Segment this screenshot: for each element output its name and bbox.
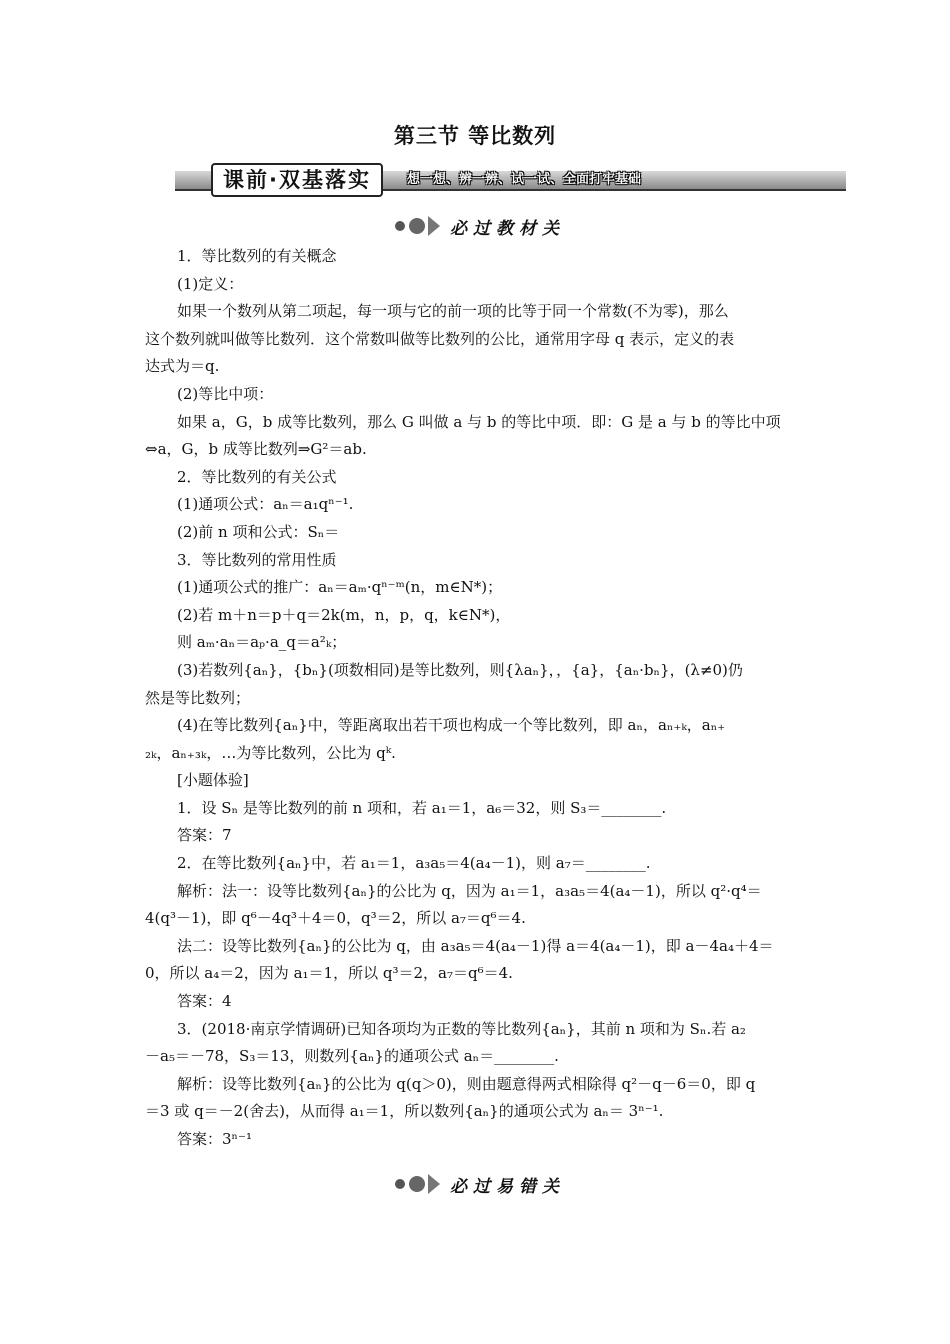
text-line: 2．在等比数列{aₙ}中，若 a₁＝1，a₃a₅＝4(a₄－1)，则 a₇＝________. xyxy=(177,854,651,873)
text-line: (4)在等比数列{aₙ}中，等距离取出若干项也构成一个等比数列，即 aₙ，aₙ₊ₖ，aₙ₊ xyxy=(177,716,726,735)
dot-icon xyxy=(409,1176,425,1192)
text-line: (1)定义： xyxy=(177,274,244,293)
text-line: 1．等比数列的有关概念 xyxy=(177,247,337,265)
text-line: 1．设 Sₙ 是等比数列的前 n 项和，若 a₁＝1，a₆＝32，则 S₃＝________. xyxy=(177,798,667,817)
section-banner xyxy=(175,165,846,193)
text-line: 0，所以 a₄＝2，因为 a₁＝1，所以 q³＝2，a₇＝q⁶＝4. xyxy=(145,964,513,983)
main-content xyxy=(145,243,810,1154)
text-line: 答案：4 xyxy=(177,992,232,1011)
text-line: 3．(2018·南京学情调研)已知各项均为正数的等比数列{aₙ}，其前 n 项和为 Sₙ.若 a₂ xyxy=(177,1019,746,1038)
text-line: 达式为＝q. xyxy=(145,357,220,376)
text-line: ₂ₖ，aₙ₊₃ₖ，…为等比数列，公比为 qᵏ. xyxy=(145,743,396,762)
section-heading-errors xyxy=(395,1172,565,1196)
dot-icon xyxy=(395,221,405,231)
text-line: ⇔a，G，b 成等比数列⇒G²＝ab. xyxy=(145,440,367,459)
text-line: 解析：设等比数列{aₙ}的公比为 q(q＞0)，则由题意得两式相除得 q²－q－6＝0，即 q xyxy=(177,1074,756,1093)
text-line: 解析：法一：设等比数列{aₙ}的公比为 q，因为 a₁＝1，a₃a₅＝4(a₄－1)，所以 q²·q⁴＝ xyxy=(177,881,762,900)
text-line: ＝3 或 q＝－2(舍去)，从而得 a₁＝1，所以数列{aₙ}的通项公式为 aₙ＝ 3ⁿ⁻¹. xyxy=(145,1102,664,1121)
text-line: (2)前 n 项和公式：Sₙ＝ xyxy=(177,522,340,541)
text-line: 2．等比数列的有关公式 xyxy=(177,467,337,486)
text-line: 然是等比数列； xyxy=(145,688,251,707)
banner-sub-label: 想一想、辨一辨、试一试、全面打牢基础 xyxy=(407,172,642,187)
text-line: 4(q³－1)，即 q⁶－4q³＋4＝0，q³＝2，所以 a₇＝q⁶＝4. xyxy=(145,909,526,928)
text-line: 法二：设等比数列{aₙ}的公比为 q，由 a₃a₅＝4(a₄－1)得 a＝4(a₄－1)，即 a－4a₄＋4＝ xyxy=(177,936,774,955)
text-line: 答案：7 xyxy=(177,826,232,845)
text-line: [小题体验] xyxy=(177,771,249,790)
section-heading-textbook xyxy=(395,214,565,238)
section-heading-label: 必过易错关 xyxy=(450,1176,565,1197)
text-line: －a₅＝－78，S₃＝13，则数列{aₙ}的通项公式 aₙ＝________. xyxy=(145,1047,559,1066)
arrow-icon xyxy=(428,1174,440,1194)
text-line: 答案：3ⁿ⁻¹ xyxy=(177,1130,252,1148)
dot-icon xyxy=(395,1179,405,1189)
text-line: 则 aₘ·aₙ＝aₚ·a_q＝a²ₖ； xyxy=(177,633,347,652)
arrow-icon xyxy=(428,216,440,236)
text-line: (2)若 m＋n＝p＋q＝2k(m，n，p，q，k∈N*)， xyxy=(177,605,511,624)
text-line: (1)通项公式的推广：aₙ＝aₘ·qⁿ⁻ᵐ(n，m∈N*)； xyxy=(177,578,503,597)
text-line: 如果一个数列从第二项起，每一项与它的前一项的比等于同一个常数(不为零)，那么 xyxy=(177,302,729,321)
page-title: 第三节 等比数列 xyxy=(393,124,557,148)
text-line: 这个数列就叫做等比数列．这个常数叫做等比数列的公比，通常用字母 q 表示，定义的表 xyxy=(145,329,735,348)
text-line: 如果 a，G，b 成等比数列，那么 G 叫做 a 与 b 的等比中项．即：G 是 a 与 b 的等比中项 xyxy=(177,412,781,431)
text-line: 3．等比数列的常用性质 xyxy=(177,550,337,569)
dot-icon xyxy=(409,218,425,234)
banner-main-label: 课前·双基落实 xyxy=(211,163,383,197)
text-line: (3)若数列{aₙ}，{bₙ}(项数相同)是等比数列，则{λaₙ}，，{a}，{aₙ·bₙ}，(λ≠0)仍 xyxy=(177,660,743,679)
text-line: (1)通项公式：aₙ＝a₁qⁿ⁻¹. xyxy=(177,495,354,514)
section-heading-label: 必过教材关 xyxy=(450,218,565,239)
text-line: (2)等比中项： xyxy=(177,384,274,403)
